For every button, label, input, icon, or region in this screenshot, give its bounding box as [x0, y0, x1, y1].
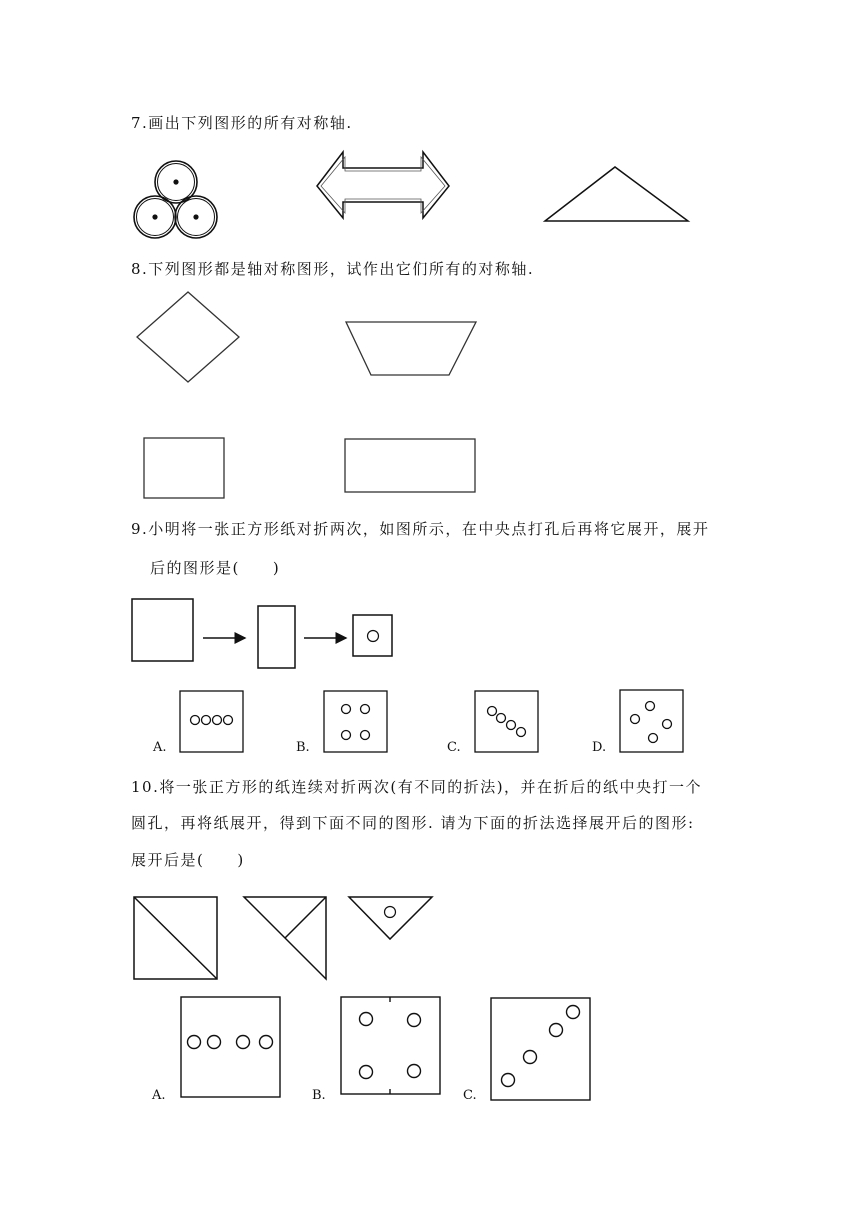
q9-option-b-label: B.	[296, 740, 310, 755]
q10-option-c-label: C.	[463, 1088, 477, 1103]
q10-option-a-figure	[181, 997, 280, 1097]
q10-option-b-figure	[341, 997, 440, 1094]
q7-double-arrow-figure	[317, 152, 449, 218]
q8-rectangle-wide-figure	[345, 439, 475, 492]
q9-option-b-figure	[324, 691, 387, 752]
q9-folding-steps	[132, 599, 392, 668]
q10-option-c-figure	[491, 998, 590, 1100]
q9-line1: 9.小明将一张正方形纸对折两次，如图所示，在中央点打孔后再将它展开，展开	[131, 520, 710, 538]
q9-option-d-figure	[620, 690, 683, 752]
q9-option-c-label: C.	[447, 740, 461, 755]
q10-line3: 展开后是( )	[131, 851, 245, 869]
q8-rectangle-small-figure	[144, 438, 224, 498]
q10-line1: 10.将一张正方形的纸连续对折两次(有不同的折法)，并在折后的纸中央打一个	[131, 778, 703, 796]
q10-line2: 圆孔，再将纸展开，得到下面不同的图形. 请为下面的折法选择展开后的图形:	[131, 814, 695, 832]
q10-option-a-label: A.	[152, 1088, 166, 1103]
q9-option-d-label: D.	[592, 740, 607, 755]
q10-folding-steps	[134, 897, 432, 979]
q10-option-b-label: B.	[312, 1088, 326, 1103]
q7-triangle-figure	[545, 167, 688, 221]
q8-trapezoid-figure	[346, 322, 476, 375]
q7-text: 7.画出下列图形的所有对称轴.	[131, 114, 353, 132]
q8-rhombus-figure	[137, 292, 239, 382]
q9-line2: 后的图形是( )	[150, 559, 281, 577]
q9-option-c-figure	[475, 691, 538, 752]
q8-text: 8.下列图形都是轴对称图形，试作出它们所有的对称轴.	[131, 260, 535, 278]
q7-three-circles-figure	[134, 161, 217, 238]
q9-option-a-label: A.	[153, 740, 167, 755]
q9-option-a-figure	[180, 691, 243, 752]
